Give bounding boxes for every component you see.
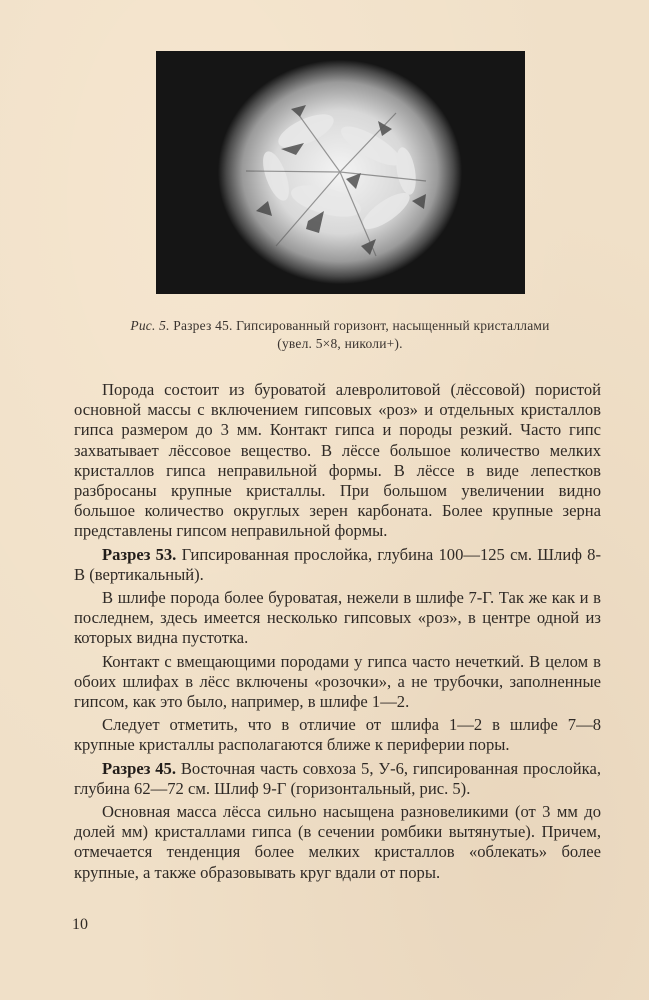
- micrograph-image: [156, 51, 525, 294]
- micrograph-photo: [156, 51, 525, 294]
- paragraph: Основная масса лёсса сильно насыщена разновеликими (от 3 мм до долей мм) кристаллами гипса (в сечении ромбики вытянутые). Причем, отмечается тенденция более мелких кристаллов «облекать» более крупные, а также образовывать круг вдали от поры.: [74, 802, 601, 882]
- section-heading: Разрез 45.: [102, 758, 176, 778]
- paragraph: Следует отметить, что в отличие от шлифа 1—2 в шлифе 7—8 крупные кристаллы располагаются ближе к периферии поры.: [74, 715, 601, 755]
- page-number: 10: [72, 916, 88, 933]
- paragraph: В шлифе порода более буроватая, нежели в шлифе 7-Г. Так же как и в последнем, здесь имеется несколько гипсовых «роз», в центре одной из которых видна пустотка.: [74, 588, 601, 648]
- section-paragraph: Разрез 45. Восточная часть совхоза 5, У-6, гипсированная прослойка, глубина 62—72 см. Шлиф 9-Г (горизонтальный, рис. 5).: [74, 758, 601, 798]
- body-text: [74, 380, 601, 883]
- figure-caption: [120, 317, 560, 353]
- section-heading: Разрез 53.: [102, 544, 177, 564]
- figure-label: Рис. 5.: [130, 318, 170, 333]
- paragraph: Порода состоит из буроватой алевролитовой (лёссовой) пористой основной массы с включением гипсовых «роз» и отдельных кристаллов гипса размером до 3 мм. Контакт гипса и породы резкий. Часто гипс захватывает лёссовое вещество. В лёссе большое количество мелких кристаллов гипса неправильной формы. В лёссе в виде лепестков разбросаны крупные кристаллы. При большом увеличении видно большое количество округлых зерен карбоната. Более крупные зерна представлены гипсом неправильной формы.: [74, 380, 601, 541]
- paragraph: Контакт с вмещающими породами у гипса часто нечеткий. В целом в обоих шлифах в лёсс включены «розочки», а не трубочки, заполненные гипсом, как это было, например, в шлифе 1—2.: [74, 651, 601, 712]
- figure-caption-text: Разрез 45. Гипсированный горизонт, насыщенный кристаллами (увел. 5×8, николи+).: [173, 318, 550, 351]
- section-paragraph: Разрез 53. Гипсированная прослойка, глубина 100—125 см. Шлиф 8-В (вертикальный).: [74, 544, 602, 584]
